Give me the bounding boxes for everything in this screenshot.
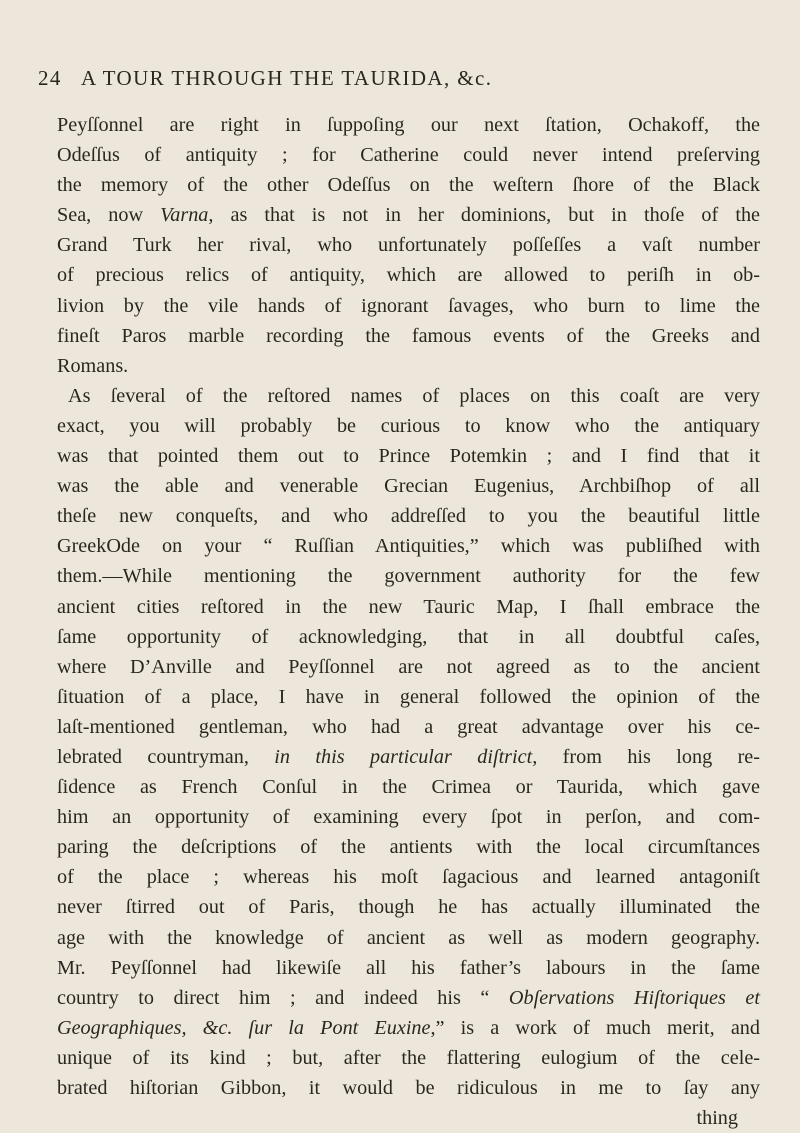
italic-text: in this particular diſtrict,	[274, 745, 538, 768]
text-segment: Odeſſus of antiquity ; for Catherine could never intend preſerving	[57, 144, 760, 167]
text-segment: age with the knowledge of ancient as well as modern geography.	[57, 926, 760, 949]
text-line	[57, 471, 760, 501]
text-line	[57, 110, 760, 140]
text-line	[57, 923, 760, 953]
body-text	[57, 110, 760, 1133]
text-segment: Sea, now	[57, 204, 161, 227]
text-line	[57, 200, 760, 230]
text-line	[57, 892, 760, 922]
text-segment: GreekOde on your “ Ruſſian Antiquities,” which was publiſhed with	[57, 535, 760, 558]
text-segment: ancient cities reſtored in the new Tauric Map, I ſhall embrace the	[57, 595, 760, 618]
text-line	[57, 230, 760, 260]
text-line	[57, 561, 760, 591]
text-line	[57, 170, 760, 200]
text-line	[57, 1043, 760, 1073]
catchword: thing	[696, 1107, 738, 1130]
text-segment: As ſeveral of the reſtored names of places on this coaſt are very	[68, 384, 760, 407]
italic-text: Varna	[160, 204, 209, 227]
text-segment: brated hiſtorian Gibbon, it would be ridiculous in me to ſay any	[57, 1077, 760, 1099]
text-segment: of the place ; whereas his moſt ſagacious and learned antagoniſt	[57, 866, 760, 889]
text-segment: exact, you will probably be curious to know who the antiquary	[57, 414, 760, 437]
text-segment: Romans.	[57, 354, 129, 377]
text-line	[57, 802, 760, 832]
text-segment: ſame opportunity of acknowledging, that in all doubtful caſes,	[57, 625, 760, 648]
text-line	[57, 1073, 760, 1103]
text-segment: laſt-mentioned gentleman, who had a great advantage over his ce-	[57, 715, 760, 738]
text-line	[57, 622, 760, 652]
text-segment: fineſt Paros marble recording the famous events of the Greeks and	[57, 324, 760, 347]
text-segment: lebrated countryman,	[57, 745, 275, 768]
text-segment: them.—While mentioning the government authority for the few	[57, 565, 760, 588]
text-segment: never ſtirred out of Paris, though he has actually illuminated the	[57, 896, 760, 919]
text-segment: country to direct him ; and indeed his “	[57, 986, 509, 1009]
page-number: 24	[38, 66, 62, 90]
text-segment: was that pointed them out to Prince Potemkin ; and I find that it	[57, 445, 760, 468]
text-segment: , as that is not in her dominions, but in thoſe of the	[208, 204, 760, 227]
text-line	[57, 411, 760, 441]
text-line	[57, 592, 760, 622]
text-segment: him an opportunity of examining every ſpot in perſon, and com-	[57, 806, 760, 829]
text-line	[57, 140, 760, 170]
text-segment: where D’Anville and Peyſſonnel are not agreed as to the ancient	[57, 655, 760, 678]
text-line	[57, 983, 760, 1013]
text-line	[57, 260, 760, 290]
text-segment: was the able and venerable Grecian Eugenius, Archbiſhop of all	[57, 475, 760, 498]
text-segment: of precious relics of antiquity, which are allowed to periſh in ob-	[57, 264, 760, 287]
text-segment: Mr. Peyſſonnel had likewiſe all his father’s labours in the ſame	[57, 956, 760, 979]
text-line	[57, 501, 760, 531]
text-line	[57, 742, 760, 772]
text-line	[57, 682, 760, 712]
text-segment: unique of its kind ; but, after the flattering eulogium of the cele-	[57, 1046, 760, 1069]
text-segment: ,” is a work of much merit, and	[430, 1016, 760, 1039]
text-line	[57, 291, 760, 321]
italic-text: Obſervations Hiſtoriques et	[508, 986, 760, 1009]
text-segment: the memory of the other Odeſſus on the weſtern ſhore of the Black	[57, 174, 760, 197]
text-segment: Peyſſonnel are right in ſuppoſing our next ſtation, Ochakoff, the	[57, 114, 760, 136]
text-line	[57, 712, 760, 742]
text-line	[57, 772, 760, 802]
running-head: A TOUR THROUGH THE TAURIDA, &c.	[81, 66, 493, 90]
italic-text: Geographiques, &c. ſur la Pont Euxine	[57, 1016, 431, 1039]
text-line	[57, 862, 760, 892]
text-segment: Grand Turk her rival, who unfortunately poſſeſſes a vaſt number	[57, 234, 760, 257]
text-line	[57, 351, 760, 381]
text-line	[57, 321, 760, 351]
text-line	[57, 832, 760, 862]
text-line	[57, 652, 760, 682]
text-segment: livion by the vile hands of ignorant ſavages, who burn to lime the	[57, 294, 760, 317]
text-line	[57, 381, 760, 411]
text-line	[57, 1013, 760, 1043]
text-segment: from his long re-	[537, 745, 760, 768]
text-segment: ſidence as French Conſul in the Crimea or Taurida, which gave	[57, 776, 760, 799]
text-line	[57, 531, 760, 561]
text-line	[57, 953, 760, 983]
text-segment: theſe new conqueſts, and who addreſſed to you the beautiful little	[57, 505, 760, 528]
text-segment: paring the deſcriptions of the antients with the local circumſtances	[57, 836, 760, 859]
text-line	[57, 441, 760, 471]
text-segment: ſituation of a place, I have in general followed the opinion of the	[57, 685, 760, 708]
